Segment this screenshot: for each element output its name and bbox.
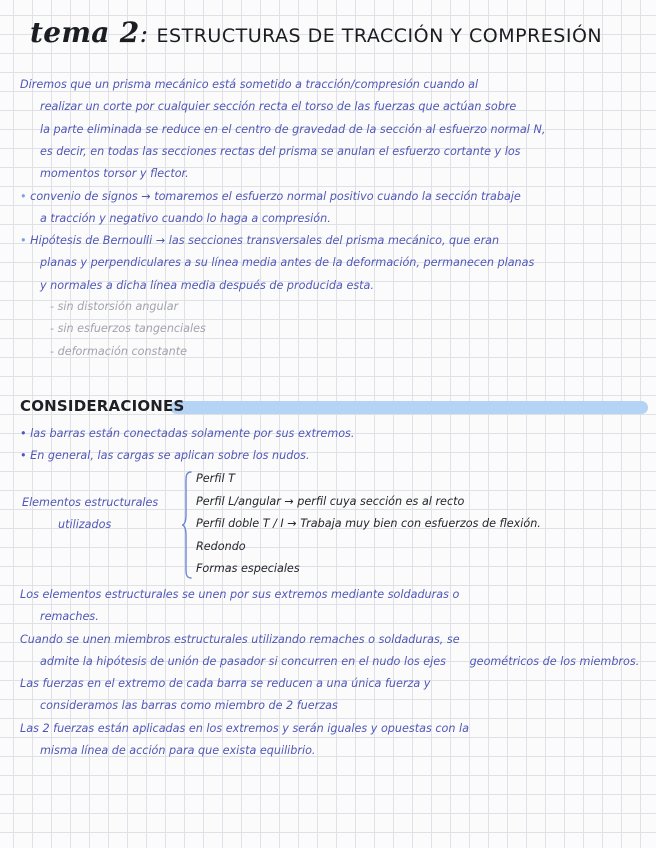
bernoulli-line: Hipótesis de Bernoulli → las secciones transversales del prisma mecánico, que eran <box>30 234 500 247</box>
sign-line: a tracción y negativo cuando lo haga a compresión. <box>40 212 331 226</box>
title-colon: : <box>139 19 149 48</box>
intro-line: momentos torsor y flector. <box>40 167 189 181</box>
elements-label <box>22 492 182 536</box>
intro-line: realizar un corte por cualquier sección recta el torso de las fuerzas que actúan sobre <box>40 100 517 114</box>
elements-label-line: Elementos estructurales <box>22 496 159 509</box>
closing-line: remaches. <box>40 610 99 624</box>
considerations-list <box>20 423 648 468</box>
title-subject: ESTRUCTURAS DE TRACCIÓN Y COMPRESIÓN <box>156 25 603 47</box>
closing-line: Los elementos estructurales se unen por sus extremos mediante soldaduras o <box>20 588 460 601</box>
closing-line: admite la hipótesis de unión de pasador si concurren en el nudo los ejes <box>40 654 447 668</box>
bernoulli-line: planas y perpendiculares a su línea media antes de la deformación, permanecen planas <box>40 256 535 270</box>
closing-line: geométricos de los miembros. <box>469 654 640 668</box>
sign-line: convenio de signos → tomaremos el esfuerzo normal positivo cuando la sección trabaje <box>30 190 521 203</box>
bernoulli-hypothesis <box>20 230 648 297</box>
intro-line: Diremos que un prisma mecánico está sometido a tracción/compresión cuando al <box>20 78 479 91</box>
sign-convention <box>20 186 648 231</box>
list-item: Perfil doble T / I → Trabaja muy bien con esfuerzos de flexión. <box>196 517 541 531</box>
list-item: - sin esfuerzos tangenciales <box>50 322 206 336</box>
list-item: Formas especiales <box>196 562 300 576</box>
title-topic-name: tema 2 <box>30 16 140 49</box>
intro-paragraph <box>20 74 648 185</box>
intro-line: la parte eliminada se reduce en el centro de gravedad de la sección al esfuerzo normal N, <box>40 122 546 136</box>
closing-paragraphs <box>20 584 648 762</box>
list-item: Perfil L/angular → perfil cuya sección es al recto <box>196 494 465 508</box>
closing-line: Las 2 fuerzas están aplicadas en los extremos y serán iguales y opuestas con la <box>20 721 469 735</box>
intro-line: es decir, en todas las secciones rectas del prisma se anulan el esfuerzo cortante y los <box>40 144 521 158</box>
elements-label-line: utilizados <box>58 518 112 531</box>
list-item: Perfil T <box>196 472 235 485</box>
list-item: - sin distorsión angular <box>50 300 179 313</box>
closing-line: consideramos las barras como miembro de 2 fuerzas <box>40 699 338 713</box>
profiles-list <box>196 468 648 581</box>
list-item: • las barras están conectadas solamente por sus extremos. <box>20 427 355 440</box>
curly-brace-icon <box>181 470 193 580</box>
bullet-icon: • <box>20 190 27 203</box>
bernoulli-line: y normales a dicha línea media después de producida esta. <box>40 278 374 292</box>
considerations-heading: CONSIDERACIONES <box>20 397 185 415</box>
page-title <box>30 16 640 49</box>
bullet-icon: • <box>20 234 27 247</box>
bernoulli-list <box>20 296 656 363</box>
list-item: • En general, las cargas se aplican sobre los nudos. <box>20 449 310 463</box>
list-item: Redondo <box>196 539 246 553</box>
closing-line: misma línea de acción para que exista equilibrio. <box>40 744 316 758</box>
considerations-section <box>20 397 648 421</box>
closing-line: Las fuerzas en el extremo de cada barra se reducen a una única fuerza y <box>20 677 431 691</box>
list-item: - deformación constante <box>50 344 187 358</box>
closing-line: Cuando se unen miembros estructurales utilizando remaches o soldaduras, se <box>20 632 460 646</box>
highlight-bar <box>170 401 648 414</box>
